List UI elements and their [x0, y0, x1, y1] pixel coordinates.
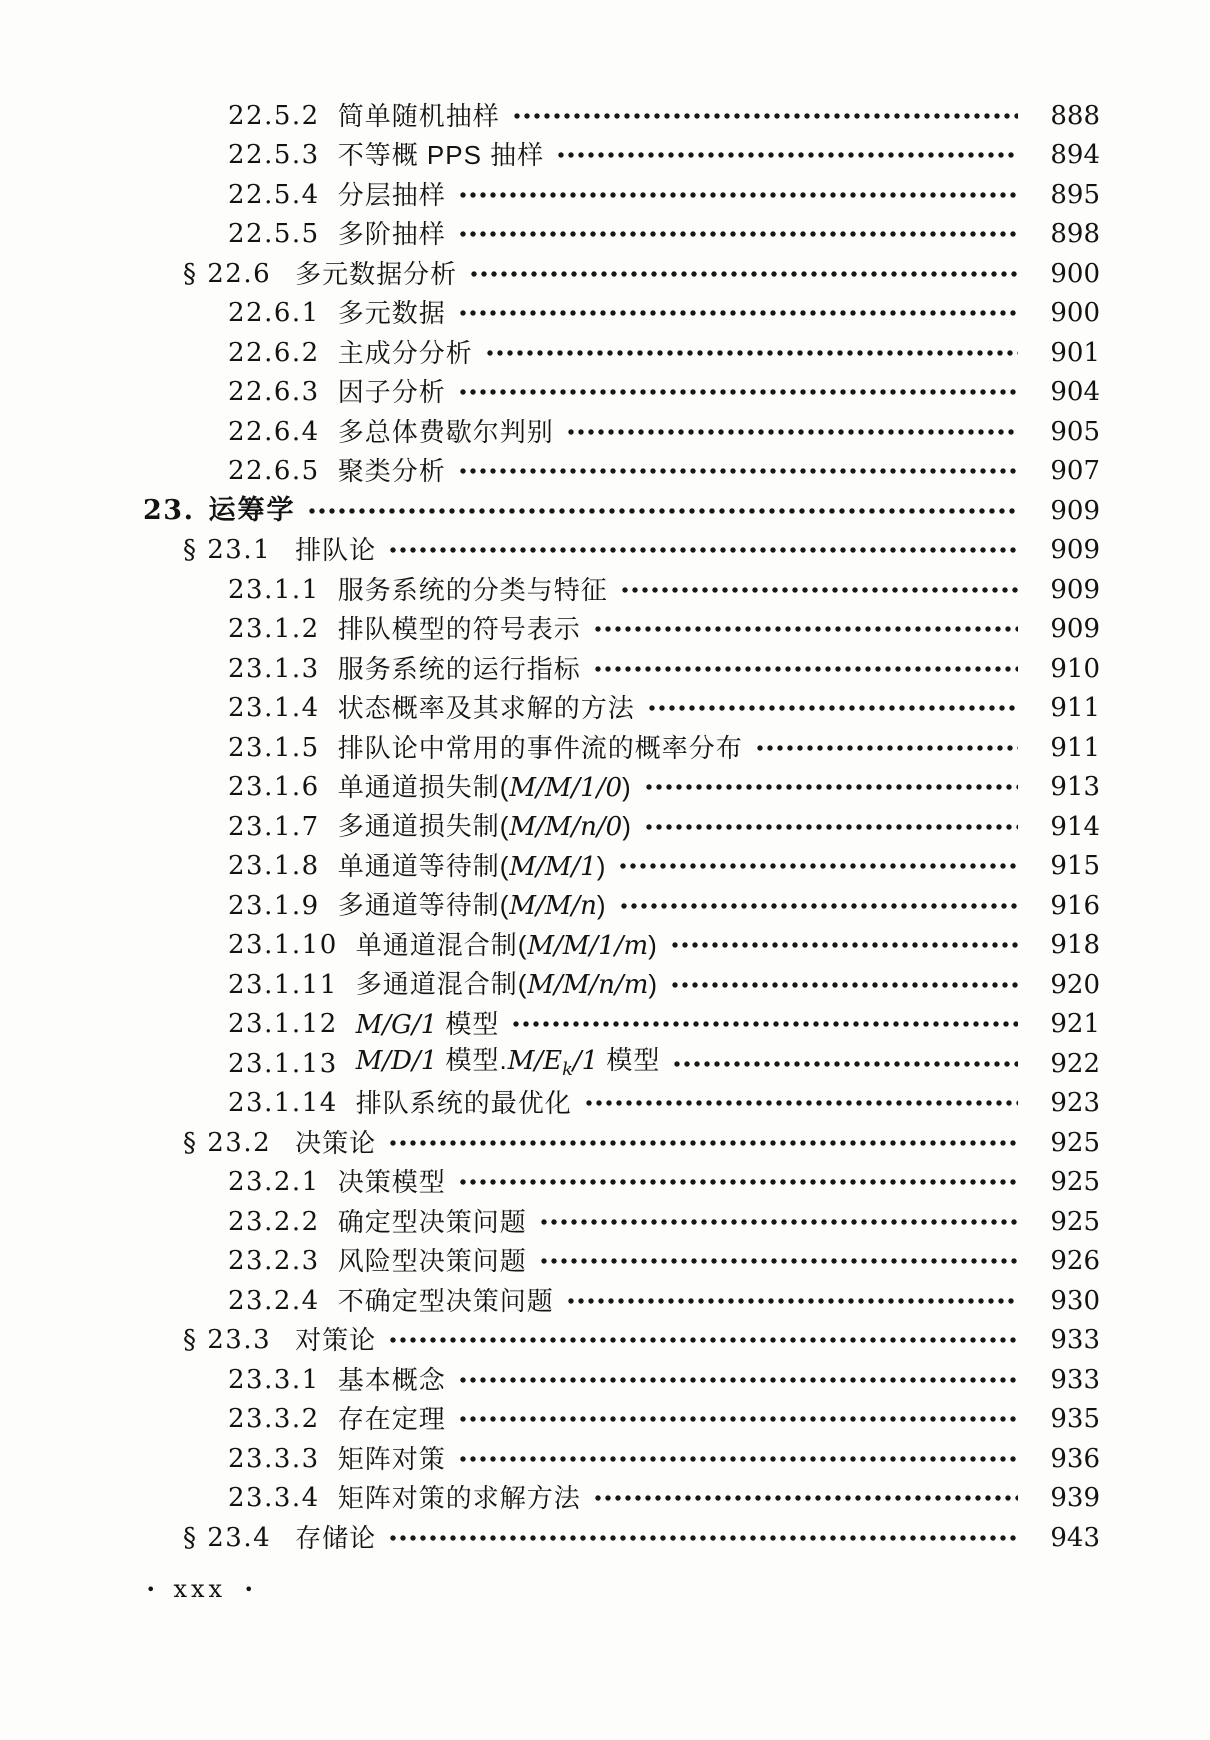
- dot-leader: [644, 807, 1018, 847]
- title-segment: 风险型决策问题: [337, 1246, 527, 1277]
- toc-entry: [0, 1321, 1210, 1361]
- footer-left-bullet: •: [146, 1579, 156, 1599]
- entry-number: 23.1.13: [228, 1048, 338, 1079]
- toc-entry: [0, 926, 1210, 966]
- title-segment: 决策模型: [337, 1167, 446, 1198]
- toc-entry: [0, 1044, 1210, 1084]
- entry-page: 911: [1050, 732, 1100, 763]
- entry-page: 925: [1050, 1127, 1100, 1158]
- entry-title: [337, 614, 581, 645]
- title-segment: 存储论: [295, 1522, 377, 1553]
- dot-leader: [307, 491, 1018, 531]
- entry-page: 926: [1050, 1246, 1100, 1277]
- toc-entry: [0, 1439, 1210, 1479]
- entry-title: [337, 1483, 581, 1514]
- toc-entry: [0, 1005, 1210, 1045]
- dot-leader: [458, 373, 1018, 413]
- entry-page: 930: [1050, 1285, 1100, 1316]
- dot-leader: [458, 452, 1018, 492]
- title-segment: M/M/1: [509, 851, 597, 882]
- entry-title: [337, 179, 446, 210]
- entry-number: § 22.6: [183, 258, 272, 289]
- entry-number: 23.3.3: [228, 1443, 320, 1474]
- entry-title: [337, 377, 446, 408]
- dot-leader: [458, 1360, 1018, 1400]
- entry-title: [337, 1364, 446, 1395]
- entry-page: 943: [1050, 1522, 1100, 1553]
- entry-number: 23.2.2: [228, 1206, 320, 1237]
- entry-number: § 23.4: [183, 1522, 272, 1553]
- title-segment: 模型: [437, 1008, 500, 1039]
- toc-entry: [0, 1281, 1210, 1321]
- entry-number: § 23.1: [183, 535, 272, 566]
- page-footer: [128, 1575, 271, 1603]
- toc-entry: [0, 254, 1210, 294]
- title-segment: 单通道等待制(: [337, 850, 510, 881]
- entry-page: 909: [1050, 614, 1100, 645]
- title-segment: M/G/1: [355, 1009, 438, 1040]
- title-segment: 多阶抽样: [337, 219, 446, 250]
- entry-number: 22.5.3: [228, 140, 320, 171]
- toc-entry: [0, 1400, 1210, 1440]
- entry-title: [295, 1522, 377, 1553]
- entry-page: 913: [1050, 772, 1100, 803]
- entry-page: 918: [1050, 930, 1100, 961]
- dot-leader: [647, 689, 1018, 729]
- title-segment: 单通道损失制(: [337, 771, 510, 802]
- toc-entry: [0, 96, 1210, 136]
- toc-list: [0, 96, 1210, 1558]
- dot-leader: [458, 1439, 1018, 1479]
- entry-title: [337, 1206, 527, 1237]
- entry-page: 900: [1050, 298, 1100, 329]
- entry-title: [295, 535, 377, 566]
- toc-entry: [0, 886, 1210, 926]
- dot-leader: [566, 412, 1018, 452]
- entry-page: 910: [1050, 653, 1100, 684]
- title-segment: ): [596, 890, 607, 921]
- entry-page: 909: [1050, 535, 1100, 566]
- dot-leader: [619, 886, 1018, 926]
- toc-entry: [0, 531, 1210, 571]
- entry-number: 23.2.1: [228, 1167, 320, 1198]
- dot-leader: [670, 926, 1018, 966]
- dot-leader: [672, 1044, 1018, 1084]
- entry-number: 23.1.12: [228, 1009, 338, 1040]
- title-segment: 服务系统的运行指标: [337, 653, 581, 684]
- entry-page: 904: [1050, 377, 1100, 408]
- title-segment: 多通道损失制(: [337, 811, 510, 842]
- dot-leader: [458, 215, 1018, 255]
- title-segment: 运筹学: [208, 495, 296, 526]
- dot-leader: [388, 1321, 1018, 1361]
- entry-page: 925: [1050, 1206, 1100, 1237]
- toc-entry: [0, 610, 1210, 650]
- entry-number: 23.1.2: [228, 614, 320, 645]
- dot-leader: [593, 649, 1018, 689]
- dot-leader: [755, 728, 1018, 768]
- footer-right-bullet: •: [244, 1579, 254, 1599]
- title-segment: ): [622, 811, 632, 842]
- entry-title: [337, 693, 635, 724]
- dot-leader: [469, 254, 1018, 294]
- entry-page: 914: [1050, 811, 1100, 842]
- entry-number: 23.1.8: [228, 851, 320, 882]
- title-segment: 分层抽样: [337, 179, 446, 210]
- entry-title: [208, 497, 295, 524]
- entry-title: [337, 219, 446, 250]
- toc-entry: [0, 1242, 1210, 1282]
- title-segment: 多通道混合制(: [355, 969, 528, 1000]
- entry-number: § 23.2: [183, 1127, 272, 1158]
- toc-entry: [0, 1084, 1210, 1124]
- entry-title: [355, 929, 658, 961]
- entry-number: 23.3.2: [228, 1404, 320, 1435]
- entry-number: 23.2.3: [228, 1246, 320, 1277]
- dot-leader: [644, 768, 1018, 808]
- toc-entry: [0, 847, 1210, 887]
- toc-entry: [0, 649, 1210, 689]
- entry-page: 935: [1050, 1404, 1100, 1435]
- entry-title: [337, 811, 632, 843]
- dot-leader: [388, 1518, 1018, 1558]
- entry-title: [337, 100, 500, 131]
- dot-leader: [556, 136, 1018, 176]
- title-segment: 模型: [598, 1045, 661, 1076]
- entry-page: 925: [1050, 1167, 1100, 1198]
- entry-page: 933: [1050, 1364, 1100, 1395]
- title-segment: 确定型决策问题: [337, 1206, 527, 1237]
- dot-leader: [485, 333, 1018, 373]
- entry-title: [356, 1047, 661, 1080]
- title-segment: 排队论中常用的事件流的概率分布: [337, 732, 743, 763]
- dot-leader: [458, 1163, 1018, 1203]
- entry-number: 23.3.4: [228, 1483, 320, 1514]
- footer-page-number: xxx: [173, 1575, 227, 1603]
- toc-entry: [0, 570, 1210, 610]
- entry-number: 23.1.10: [228, 930, 338, 961]
- toc-entry: [0, 215, 1210, 255]
- dot-leader: [458, 294, 1018, 334]
- entry-number: 22.6.3: [228, 377, 320, 408]
- toc-entry: [0, 1123, 1210, 1163]
- entry-page: 888: [1050, 100, 1100, 131]
- title-segment: 决策论: [295, 1127, 377, 1158]
- title-segment: 对策论: [295, 1325, 377, 1356]
- toc-entry: [0, 689, 1210, 729]
- title-segment: M/M/n/0: [509, 812, 623, 843]
- entry-title: [337, 890, 607, 922]
- entry-page: 936: [1050, 1443, 1100, 1474]
- title-segment: 矩阵对策: [337, 1443, 446, 1474]
- title-segment: 矩阵对策的求解方法: [337, 1483, 581, 1514]
- entry-title: [295, 1325, 377, 1356]
- entry-number: 23.: [143, 495, 195, 527]
- toc-entry: [0, 728, 1210, 768]
- title-segment: 聚类分析: [337, 456, 446, 487]
- dot-leader: [511, 1005, 1018, 1045]
- toc-entry: [0, 1360, 1210, 1400]
- entry-page: 909: [1050, 574, 1100, 605]
- title-segment: 排队论: [295, 535, 377, 566]
- entry-page: 923: [1050, 1088, 1100, 1119]
- entry-page: 915: [1050, 851, 1100, 882]
- entry-page: 920: [1050, 969, 1100, 1000]
- toc-entry: [0, 333, 1210, 373]
- entry-page: 905: [1050, 416, 1100, 447]
- entry-number: 22.5.2: [228, 100, 320, 131]
- title-segment: 状态概率及其求解的方法: [337, 693, 635, 724]
- entry-number: 23.1.1: [228, 574, 320, 605]
- title-segment: 多元数据分析: [295, 258, 458, 289]
- toc-entry: [0, 1163, 1210, 1203]
- entry-title: [355, 1008, 500, 1040]
- title-segment: 不确定型决策问题: [337, 1285, 554, 1316]
- entry-number: 22.5.4: [228, 179, 320, 210]
- toc-entry: [0, 1518, 1210, 1558]
- title-segment: 因子分析: [337, 377, 446, 408]
- entry-page: 898: [1050, 219, 1100, 250]
- dot-leader: [388, 1123, 1018, 1163]
- dot-leader: [670, 965, 1018, 1005]
- entry-number: 23.1.3: [228, 653, 320, 684]
- entry-number: 22.6.4: [228, 416, 320, 447]
- entry-page: 900: [1050, 258, 1100, 289]
- title-segment: 多通道等待制(: [337, 890, 510, 921]
- title-segment: 排队系统的最优化: [355, 1088, 572, 1119]
- title-segment: 服务系统的分类与特征: [337, 574, 608, 605]
- title-segment: 存在定理: [337, 1404, 446, 1435]
- entry-page: 916: [1050, 890, 1100, 921]
- entry-title: [337, 416, 554, 447]
- title-segment: 单通道混合制(: [355, 929, 528, 960]
- dot-leader: [458, 175, 1018, 215]
- entry-number: 22.5.5: [228, 219, 320, 250]
- entry-title: [337, 1443, 446, 1474]
- title-segment: 多元数据: [337, 298, 446, 329]
- entry-page: 933: [1050, 1325, 1100, 1356]
- title-segment: 排队模型的符号表示: [337, 614, 581, 645]
- toc-entry: [0, 768, 1210, 808]
- dot-leader: [539, 1202, 1018, 1242]
- dot-leader: [458, 1400, 1018, 1440]
- entry-title: [295, 258, 458, 289]
- dot-leader: [593, 610, 1018, 650]
- entry-number: 23.3.1: [228, 1364, 320, 1395]
- title-segment: ): [648, 969, 659, 1000]
- entry-number: 23.1.7: [228, 811, 320, 842]
- dot-leader: [566, 1281, 1018, 1321]
- dot-leader: [512, 96, 1018, 136]
- entry-title: [337, 732, 743, 763]
- title-segment: 主成分分析: [337, 337, 473, 368]
- title-segment: /1: [572, 1046, 599, 1077]
- entry-title: [355, 969, 659, 1001]
- title-segment: 多总体费歇尔判别: [337, 416, 554, 447]
- entry-title: [337, 140, 545, 171]
- title-segment: 基本概念: [337, 1364, 446, 1395]
- entry-page: 907: [1050, 456, 1100, 487]
- title-segment: M/M/1/0: [509, 772, 622, 803]
- dot-leader: [620, 570, 1018, 610]
- entry-title: [337, 850, 607, 882]
- dot-leader: [388, 531, 1018, 571]
- entry-title: [337, 771, 632, 803]
- entry-title: [337, 1167, 446, 1198]
- entry-title: [337, 298, 446, 329]
- title-segment: M/E: [507, 1046, 563, 1077]
- entry-number: 23.1.6: [228, 772, 320, 803]
- toc-entry: [0, 175, 1210, 215]
- entry-number: 23.1.4: [228, 693, 320, 724]
- title-segment: 不等概 PPS 抽样: [337, 140, 545, 171]
- entry-number: 23.2.4: [228, 1285, 320, 1316]
- entry-page: 921: [1050, 1009, 1100, 1040]
- entry-page: 922: [1050, 1048, 1100, 1079]
- toc-entry: [0, 452, 1210, 492]
- toc-entry: [0, 1202, 1210, 1242]
- toc-entry: [0, 136, 1210, 176]
- title-segment: M/M/n: [509, 891, 597, 922]
- title-segment: ): [648, 929, 658, 960]
- toc-entry: [0, 294, 1210, 334]
- entry-number: 22.6.1: [228, 298, 320, 329]
- entry-title: [337, 456, 446, 487]
- entry-number: 22.6.2: [228, 337, 320, 368]
- entry-number: 22.6.5: [228, 456, 320, 487]
- entry-title: [295, 1127, 377, 1158]
- dot-leader: [593, 1479, 1018, 1519]
- title-segment: ): [596, 850, 607, 881]
- title-segment: ): [621, 771, 632, 802]
- title-segment: M/M/n/m: [527, 970, 649, 1001]
- entry-title: [337, 1404, 446, 1435]
- entry-number: 23.1.9: [228, 890, 320, 921]
- toc-entry: [0, 965, 1210, 1005]
- toc-entry: [0, 412, 1210, 452]
- entry-title: [337, 574, 608, 605]
- entry-page: 939: [1050, 1483, 1100, 1514]
- entry-number: 23.1.11: [228, 969, 338, 1000]
- dot-leader: [618, 847, 1018, 887]
- dot-leader: [539, 1242, 1018, 1282]
- toc-entry: [0, 807, 1210, 847]
- toc-entry: [0, 373, 1210, 413]
- entry-title: [337, 1285, 554, 1316]
- toc-entry: [0, 491, 1210, 531]
- entry-number: § 23.3: [183, 1325, 272, 1356]
- entry-number: 23.1.14: [228, 1088, 338, 1119]
- entry-title: [337, 653, 581, 684]
- entry-page: 909: [1050, 495, 1100, 526]
- title-segment: M/D/1: [355, 1046, 438, 1077]
- dot-leader: [584, 1084, 1018, 1124]
- entry-page: 894: [1050, 140, 1100, 171]
- entry-page: 895: [1050, 179, 1100, 210]
- title-segment: k: [562, 1060, 573, 1081]
- entry-title: [337, 337, 473, 368]
- entry-title: [337, 1246, 527, 1277]
- entry-page: 911: [1050, 693, 1100, 724]
- entry-number: 23.1.5: [228, 732, 320, 763]
- title-segment: 模型.: [437, 1045, 508, 1076]
- entry-page: 901: [1050, 337, 1100, 368]
- title-segment: M/M/1/m: [527, 930, 649, 961]
- title-segment: 简单随机抽样: [337, 100, 500, 131]
- entry-title: [355, 1088, 572, 1119]
- toc-entry: [0, 1479, 1210, 1519]
